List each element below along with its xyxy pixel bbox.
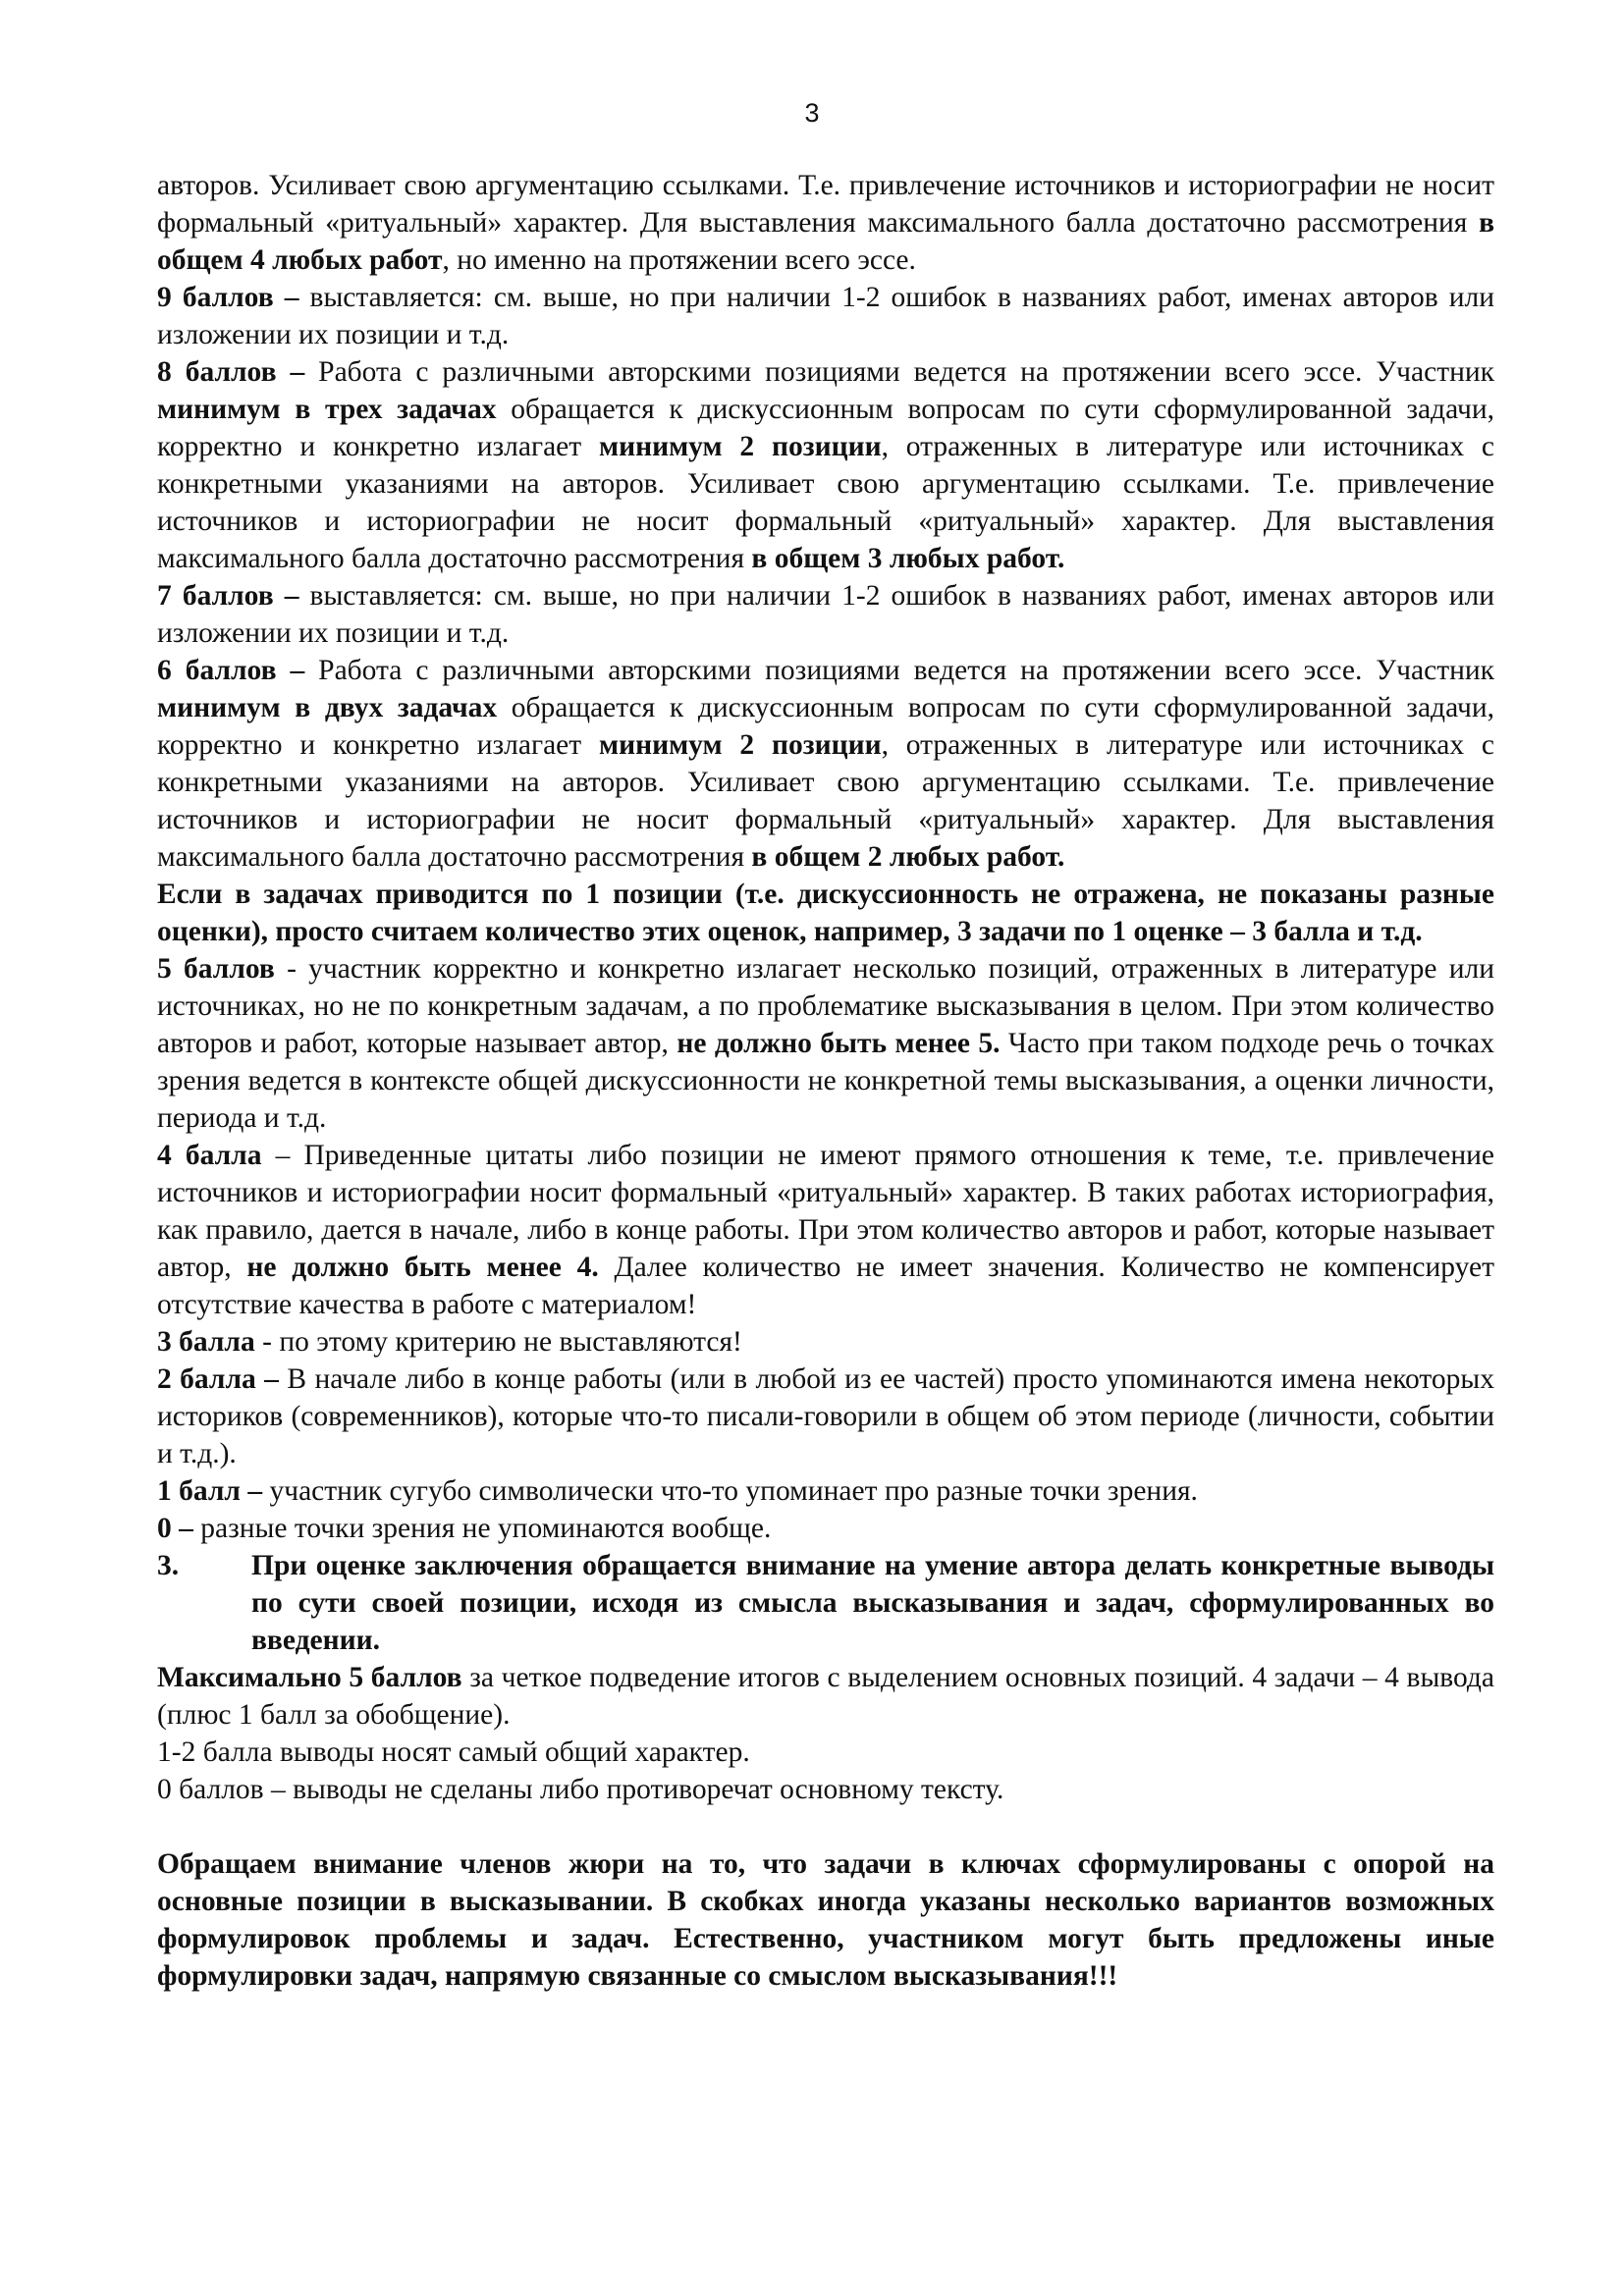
paragraph-5-points bbox=[157, 950, 1494, 1137]
paragraph-jury-note bbox=[157, 1845, 1494, 1995]
bold-text: Если в задачах приводится по 1 позиции (т.е. дискуссионность не отражена, не показаны разные оценки), просто считаем количество этих оценок, например, 3 задачи по 1 оценке – 3 балла и т.д. bbox=[157, 879, 1494, 947]
bold-text: 3 балла bbox=[157, 1326, 255, 1358]
bold-text: 5 баллов bbox=[157, 953, 275, 985]
text: за четкое подведение итогов с выделением основных позиций. 4 задачи – 4 вывода (плюс 1 балл за обобщение). bbox=[157, 1662, 1494, 1731]
bold-text: 8 баллов – bbox=[157, 356, 305, 388]
bold-text: Максимально 5 баллов bbox=[157, 1662, 462, 1693]
bold-text: 2 балла – bbox=[157, 1363, 279, 1395]
paragraph-3-points bbox=[157, 1323, 1494, 1361]
spacer bbox=[157, 1808, 1494, 1845]
paragraph-max-5-points bbox=[157, 1659, 1494, 1734]
text: Работа с различными авторскими позициями ведется на протяжении всего эссе. Участник bbox=[304, 356, 1495, 388]
text: Работа с различными авторскими позициями ведется на протяжении всего эссе. Участник bbox=[304, 655, 1495, 686]
text: Часто при таком подходе речь о точках зрения ведется в контексте общей дискуссионности не конкретной темы высказывания, а оценки личности, периода и т.д. bbox=[157, 1028, 1494, 1134]
paragraph-single-position-note bbox=[157, 876, 1494, 950]
document-body bbox=[157, 167, 1494, 1995]
text: авторов. Усиливает свою аргументацию ссылками. Т.е. привлечение источников и историографии не носит формальный «ритуальный» характер. Для выставления максимального балла достаточно рассмотрения bbox=[157, 170, 1494, 239]
paragraph-2-points bbox=[157, 1361, 1494, 1472]
list-number: 3. bbox=[157, 1550, 180, 1581]
text: , отраженных в литературе или источниках с конкретными указаниями на авторов. Усиливает свою аргументацию ссылками. Т.е. привлечение источников и историографии не носит формальный «ритуальный» характер. Для выставления максимального балла достаточно рассмотрения bbox=[157, 431, 1494, 574]
text: - участник корректно и конкретно излагает несколько позиций, отраженных в литературе или источниках, но не по конкретным задачам, а по проблематике высказывания в целом. При этом количество авторов и работ, которые называет автор, bbox=[157, 953, 1495, 1059]
text: 0 баллов – выводы не сделаны либо противоречат основному тексту. bbox=[157, 1774, 1004, 1805]
bold-text: минимум в трех задачах bbox=[157, 394, 497, 425]
text: обращается к дискуссионным вопросам по сути сформулированной задачи, корректно и конкретно излагает bbox=[157, 394, 1494, 462]
bold-text: 1 балл – bbox=[157, 1475, 263, 1507]
paragraph-7-points bbox=[157, 577, 1494, 652]
numbered-item-3 bbox=[157, 1547, 1494, 1659]
bold-text: 6 баллов – bbox=[157, 655, 305, 686]
paragraph-9-points bbox=[157, 279, 1494, 353]
bold-text: 4 балла bbox=[157, 1140, 262, 1171]
bold-text: не должно быть менее 5. bbox=[677, 1028, 1001, 1059]
bold-text: 0 – bbox=[157, 1513, 193, 1544]
text: участник сугубо символически что-то упоминает про разные точки зрения. bbox=[262, 1475, 1198, 1507]
bold-text: 9 баллов – bbox=[157, 282, 299, 313]
paragraph-4-points bbox=[157, 1137, 1494, 1323]
text: разные точки зрения не упоминаются вообще. bbox=[192, 1513, 772, 1544]
text: выставляется: см. выше, но при наличии 1-2 ошибок в названиях работ, именах авторов или изложении их позиции и т.д. bbox=[157, 282, 1494, 350]
paragraph-8-points bbox=[157, 353, 1494, 577]
bold-text: минимум 2 позиции bbox=[598, 431, 882, 462]
paragraph-1 bbox=[157, 167, 1494, 279]
text: Далее количество не имеет значения. Количество не компенсирует отсутствие качества в работе с материалом! bbox=[157, 1252, 1494, 1320]
text: В начале либо в конце работы (или в любой из ее частей) просто упоминаются имена некоторых историков (современников), которые что-то писали-говорили в общем об этом периоде (личности, событии и т.д.). bbox=[157, 1363, 1494, 1469]
bold-text: Обращаем внимание членов жюри на то, что задачи в ключах сформулированы с опорой на основные позиции в высказывании. В скобках иногда указаны несколько вариантов возможных формулировок проблемы и задач. Естественно, участником могут быть предложены иные формулировки задач, напрямую связанные со смыслом высказывания!!! bbox=[157, 1848, 1494, 1992]
paragraph-1-point bbox=[157, 1472, 1494, 1510]
paragraph-1-2-points bbox=[157, 1734, 1494, 1771]
text: , но именно на протяжении всего эссе. bbox=[442, 244, 916, 276]
paragraph-6-points bbox=[157, 652, 1494, 876]
text: выставляется: см. выше, но при наличии 1-2 ошибок в названиях работ, именах авторов или изложении их позиции и т.д. bbox=[157, 580, 1494, 649]
bold-text: 7 баллов – bbox=[157, 580, 299, 612]
bold-text: в общем 4 любых работ bbox=[157, 207, 1494, 276]
text: , отраженных в литературе или источниках с конкретными указаниями на авторов. Усиливает свою аргументацию ссылками. Т.е. привлечение источников и историографии не носит формальный «ритуальный» характер. Для выставления максимального балла достаточно рассмотрения bbox=[157, 729, 1494, 873]
paragraph-0-points bbox=[157, 1510, 1494, 1547]
bold-text: в общем 2 любых работ. bbox=[751, 841, 1065, 873]
bold-text: не должно быть менее 4. bbox=[246, 1252, 599, 1283]
text: 1-2 балла выводы носят самый общий характер. bbox=[157, 1736, 750, 1768]
bold-text: При оценке заключения обращается внимание на умение автора делать конкретные выводы по сути своей позиции, исходя из смысла высказывания и задач, сформулированных во введении. bbox=[251, 1550, 1494, 1656]
text: обращается к дискуссионным вопросам по сути сформулированной задачи, корректно и конкретно излагает bbox=[157, 692, 1494, 761]
page-number: 3 bbox=[804, 98, 820, 128]
text: - по этому критерию не выставляются! bbox=[254, 1326, 742, 1358]
text: – Приведенные цитаты либо позиции не имеют прямого отношения к теме, т.е. привлечение источников и историографии носит формальный «ритуальный» характер. В таких работах историография, как правило, дается в начале, либо в конце работы. При этом количество авторов и работ, которые называет автор, bbox=[157, 1140, 1494, 1283]
bold-text: в общем 3 любых работ. bbox=[751, 543, 1065, 574]
bold-text: минимум в двух задачах bbox=[157, 692, 498, 723]
paragraph-0-points-conclusion bbox=[157, 1771, 1494, 1808]
bold-text: минимум 2 позиции bbox=[598, 729, 882, 761]
